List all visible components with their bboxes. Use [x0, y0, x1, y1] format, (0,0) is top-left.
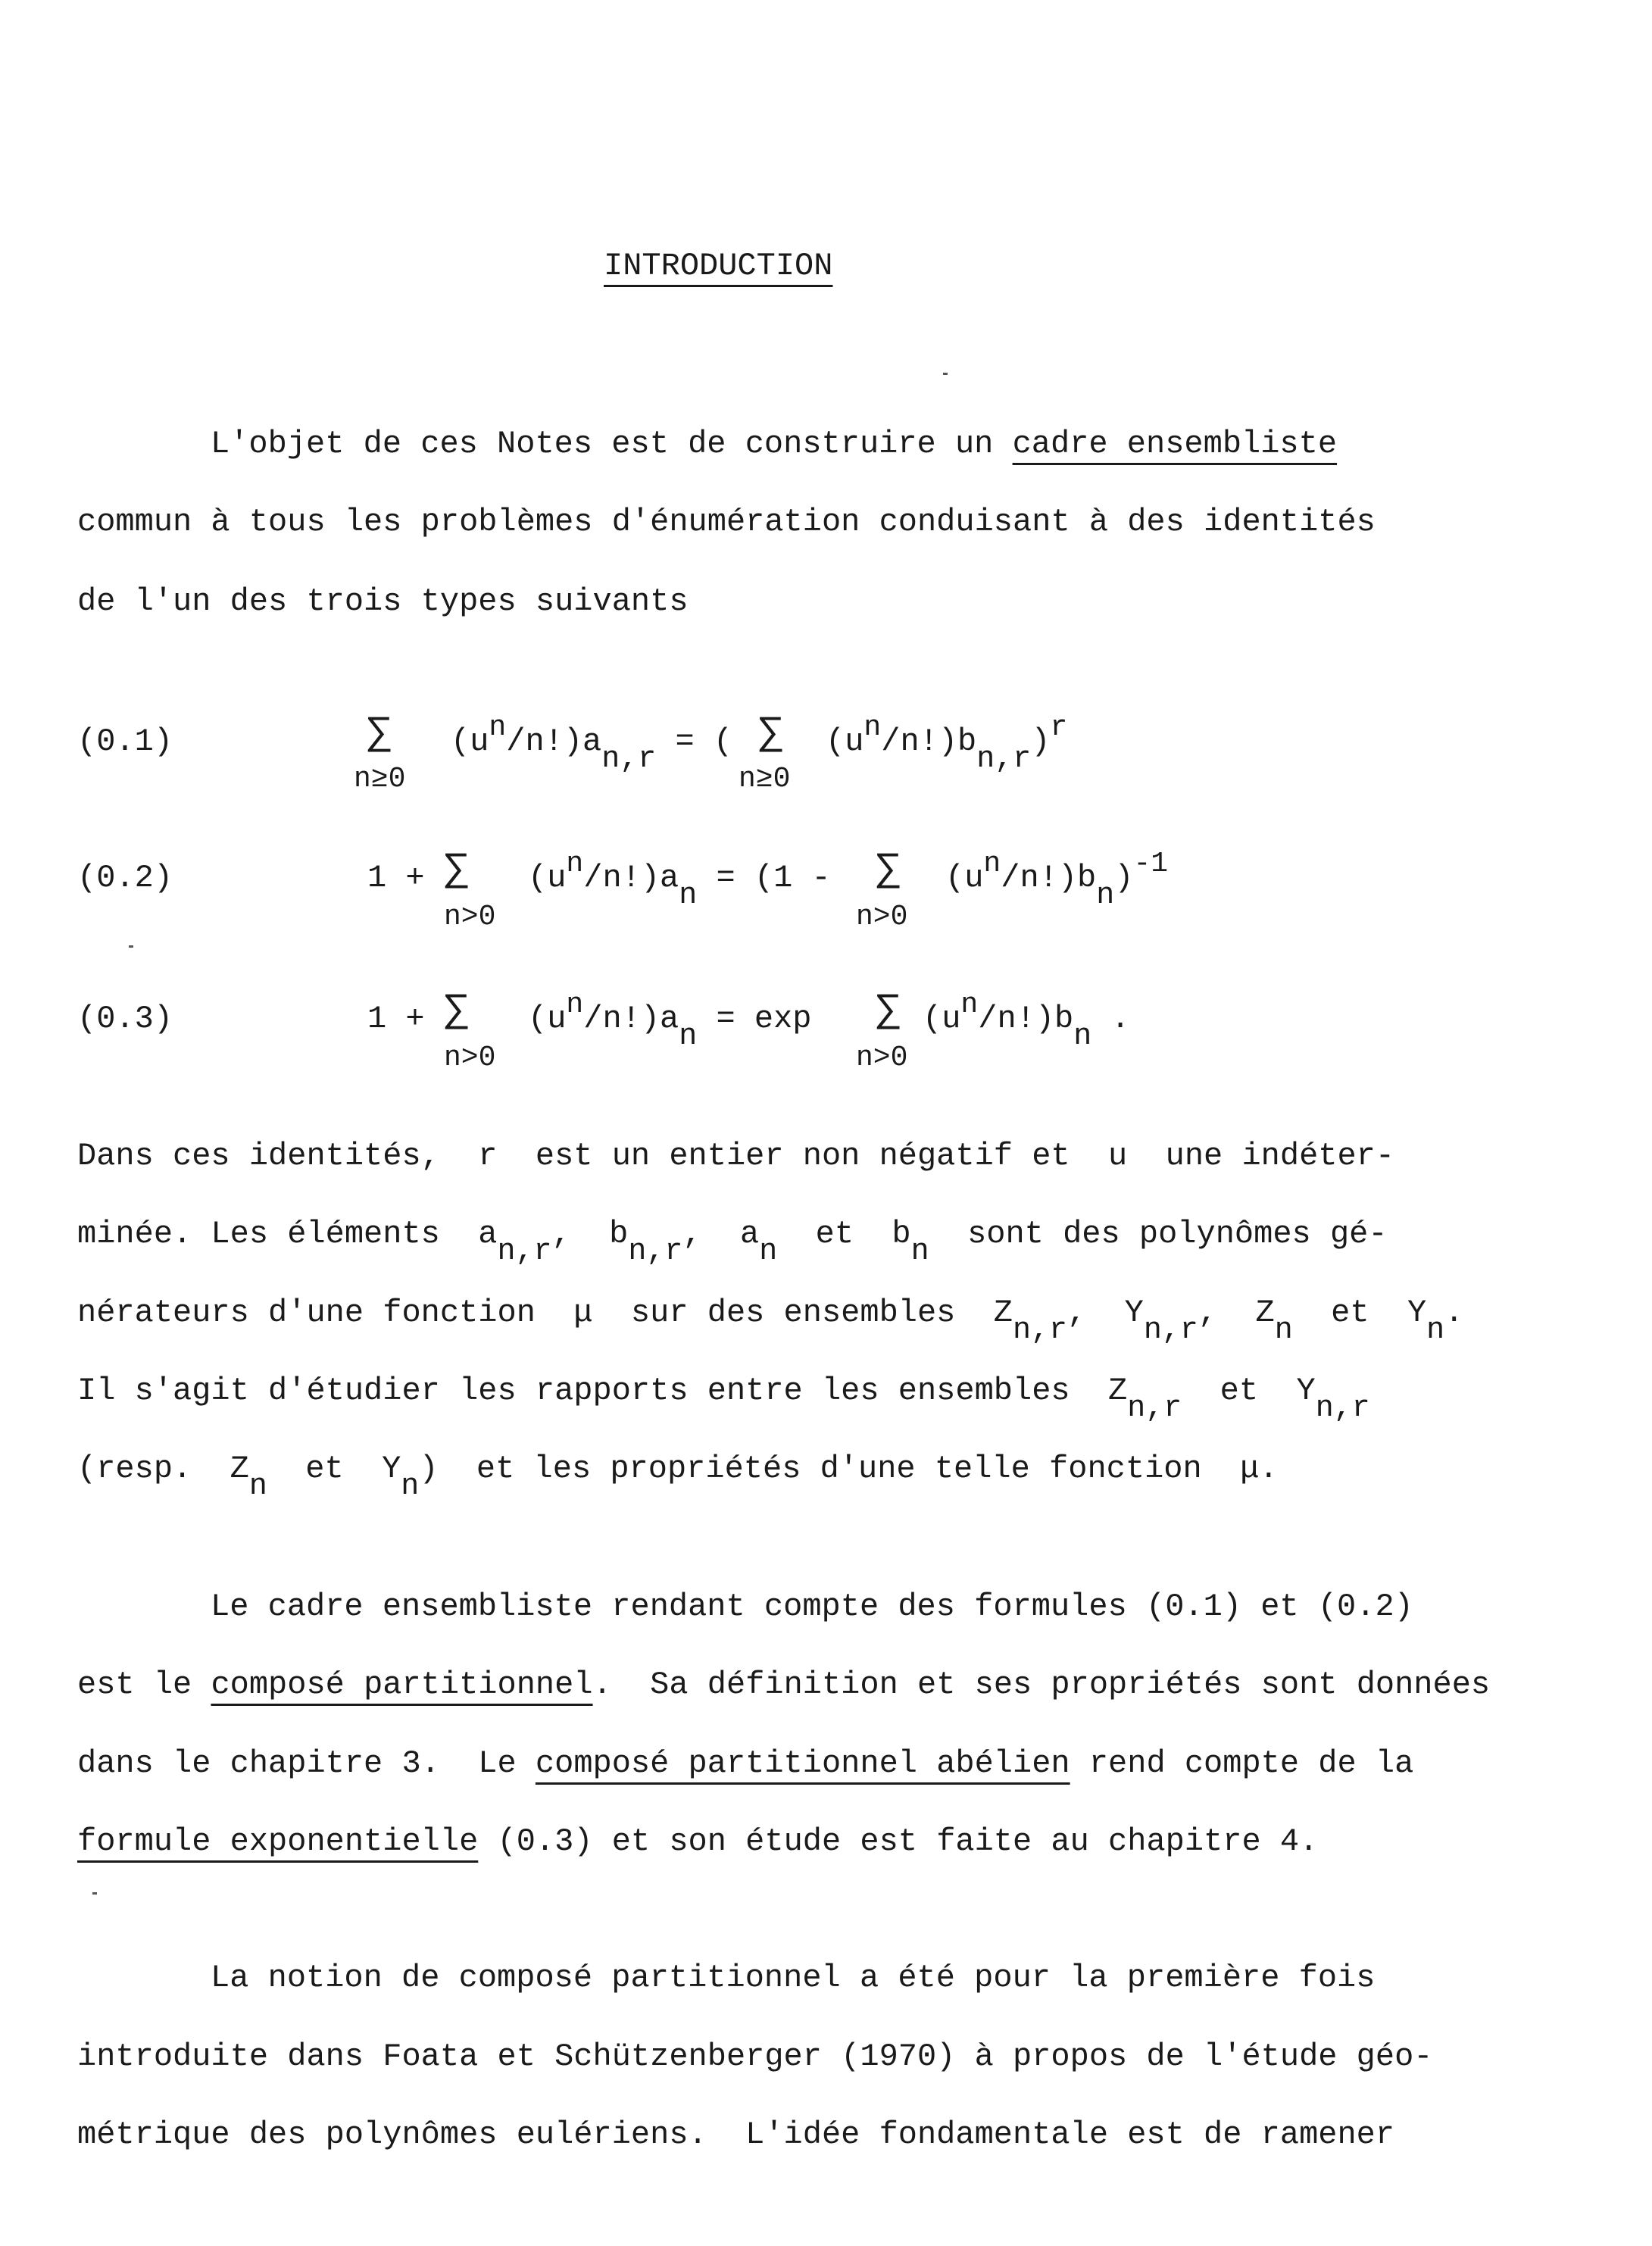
- paragraph-2-line-4: [77, 1373, 1370, 1426]
- f-part: = exp: [697, 1001, 831, 1037]
- f-part: .: [1091, 1001, 1130, 1037]
- term-cadre-ensembliste: cadre ensembliste: [1012, 426, 1338, 462]
- paragraph-3-line-3: [77, 1745, 1414, 1782]
- f-exp: n: [983, 848, 1001, 880]
- f-part: ): [1031, 723, 1051, 760]
- f-exp: n: [566, 989, 584, 1021]
- p2-text: et Y: [267, 1451, 401, 1487]
- sum-symbol: ∑: [367, 711, 392, 755]
- sum-limit: n>0: [444, 901, 496, 933]
- p2-text: sont des polynômes gé-: [929, 1216, 1388, 1252]
- f-part: ): [1114, 860, 1134, 896]
- p2-sub: n,r: [628, 1235, 683, 1269]
- term-formule-exponentielle: formule exponentielle: [77, 1823, 479, 1860]
- scan-speck: [129, 945, 133, 948]
- sum-symbol: ∑: [876, 988, 901, 1032]
- scan-speck: [943, 373, 948, 375]
- p3-text: est le: [77, 1667, 211, 1703]
- f-part: /n!)b: [978, 1001, 1074, 1037]
- p3-text: (0.3) et son étude est faite au chapitre 4.: [478, 1823, 1319, 1860]
- sum-symbol: ∑: [445, 847, 469, 892]
- f-exp: n: [960, 989, 979, 1021]
- formula-body-right: [945, 848, 1169, 913]
- f-sub: n,r: [976, 742, 1032, 776]
- f-part: (u: [451, 723, 489, 760]
- p2-text: .: [1444, 1295, 1464, 1331]
- paragraph-2-line-1: Dans ces identités, r est un entier non négatif et u une indéter-: [77, 1138, 1395, 1174]
- p2-sub: n,r: [1143, 1314, 1198, 1348]
- p2-sub: n: [1426, 1314, 1445, 1348]
- p2-sub: n,r: [1315, 1392, 1370, 1426]
- sum-limit: n≥0: [354, 763, 406, 795]
- f-part: /n!)a: [583, 1001, 679, 1037]
- p2-sub: n,r: [1127, 1392, 1182, 1426]
- p2-sub: n,r: [1013, 1314, 1068, 1348]
- sum-limit: n>0: [444, 1042, 496, 1074]
- f-exp: n: [489, 711, 507, 744]
- p2-text: et b: [777, 1216, 911, 1252]
- f-part: = (: [656, 723, 752, 760]
- p2-text: ) et les propriétés d'une telle fonction μ.: [419, 1451, 1279, 1487]
- f-sub: n: [679, 1020, 698, 1054]
- f-exp: -1: [1133, 848, 1169, 880]
- f-exp: n: [566, 848, 584, 880]
- f-sub: n: [1096, 879, 1115, 913]
- page-title: INTRODUCTION: [604, 248, 833, 284]
- p2-sub: n: [401, 1470, 420, 1504]
- formula-number: (0.1): [77, 723, 173, 760]
- paragraph-3-line-1: Le cadre ensembliste rendant compte des formules (0.1) et (0.2): [211, 1588, 1413, 1625]
- formula-prefix: 1 +: [367, 860, 444, 896]
- f-exp: r: [1050, 711, 1068, 744]
- formula-number: (0.2): [77, 860, 173, 896]
- scan-speck: [92, 1892, 97, 1895]
- paragraph-2-line-3: [77, 1295, 1464, 1348]
- paragraph-4-line-3: métrique des polynômes eulériens. L'idée fondamentale est de ramener: [77, 2116, 1395, 2153]
- sum-limit: n≥0: [739, 763, 791, 795]
- f-part: /n!)a: [583, 860, 679, 896]
- p2-text: , Y: [1067, 1295, 1144, 1331]
- f-part: (u: [528, 860, 567, 896]
- f-part: /n!)a: [506, 723, 602, 760]
- p2-sub: n: [1274, 1314, 1293, 1348]
- term-compose-partitionnel: composé partitionnel: [211, 1667, 593, 1703]
- p3-text: . Sa définition et ses propriétés sont données: [592, 1667, 1491, 1703]
- f-part: /n!)b: [1001, 860, 1097, 896]
- sum-symbol: ∑: [445, 988, 469, 1032]
- sum-limit: n>0: [856, 1042, 908, 1074]
- f-exp: n: [863, 711, 882, 744]
- f-part: /n!)b: [881, 723, 977, 760]
- p3-text: dans le chapitre 3. Le: [77, 1745, 536, 1782]
- p2-text: minée. Les éléments a: [77, 1216, 498, 1252]
- f-sub: n: [1073, 1020, 1092, 1054]
- formula-body-right: [923, 989, 1130, 1054]
- p1-text: L'objet de ces Notes est de construire un: [211, 426, 1013, 462]
- f-part: (u: [826, 723, 864, 760]
- p2-text: , a: [682, 1216, 760, 1252]
- p2-sub: n: [759, 1235, 778, 1269]
- sum-limit: n>0: [856, 901, 908, 933]
- f-part: (u: [945, 860, 984, 896]
- sum-symbol: ∑: [759, 711, 783, 755]
- f-part: (u: [923, 1001, 961, 1037]
- p2-text: nérateurs d'une fonction μ sur des ensembles Z: [77, 1295, 1013, 1331]
- sum-symbol: ∑: [876, 847, 901, 892]
- paragraph-1-line-1: [211, 428, 1337, 460]
- p2-text: (resp. Z: [77, 1451, 249, 1487]
- p2-text: , Z: [1198, 1295, 1275, 1331]
- p2-sub: n: [248, 1470, 267, 1504]
- paragraph-2-line-2: [77, 1216, 1388, 1269]
- term-compose-partitionnel-abelien: composé partitionnel abélien: [535, 1745, 1070, 1782]
- f-part: (u: [528, 1001, 567, 1037]
- p3-text: rend compte de la: [1070, 1745, 1414, 1782]
- paragraph-4-line-2: introduite dans Foata et Schützenberger (1970) à propos de l'étude géo-: [77, 2038, 1433, 2075]
- formula-number: (0.3): [77, 1001, 173, 1037]
- p2-text: et Y: [1182, 1373, 1316, 1409]
- formula-body: [528, 848, 850, 913]
- formula-body: [528, 989, 831, 1054]
- p2-text: Il s'agit d'étudier les rapports entre les ensembles Z: [77, 1373, 1128, 1409]
- paragraph-4-line-1: La notion de composé partitionnel a été pour la première fois: [211, 1960, 1376, 1996]
- f-part: = (1 -: [697, 860, 850, 896]
- paragraph-1-line-3: de l'un des trois types suivants: [77, 583, 689, 620]
- p2-sub: n,r: [497, 1235, 552, 1269]
- p2-sub: n: [910, 1235, 929, 1269]
- p2-text: , b: [551, 1216, 629, 1252]
- f-sub: n: [679, 879, 698, 913]
- paragraph-3-line-4: [77, 1823, 1319, 1860]
- paragraph-1-line-2: commun à tous les problèmes d'énumération conduisant à des identités: [77, 504, 1376, 540]
- formula-body: [451, 711, 752, 776]
- p2-text: et Y: [1292, 1295, 1427, 1331]
- formula-prefix: 1 +: [367, 1001, 444, 1037]
- paragraph-2-line-5: [77, 1451, 1279, 1504]
- paragraph-3-line-2: [77, 1669, 1490, 1701]
- f-sub: n,r: [601, 742, 657, 776]
- formula-body-right: [826, 711, 1068, 776]
